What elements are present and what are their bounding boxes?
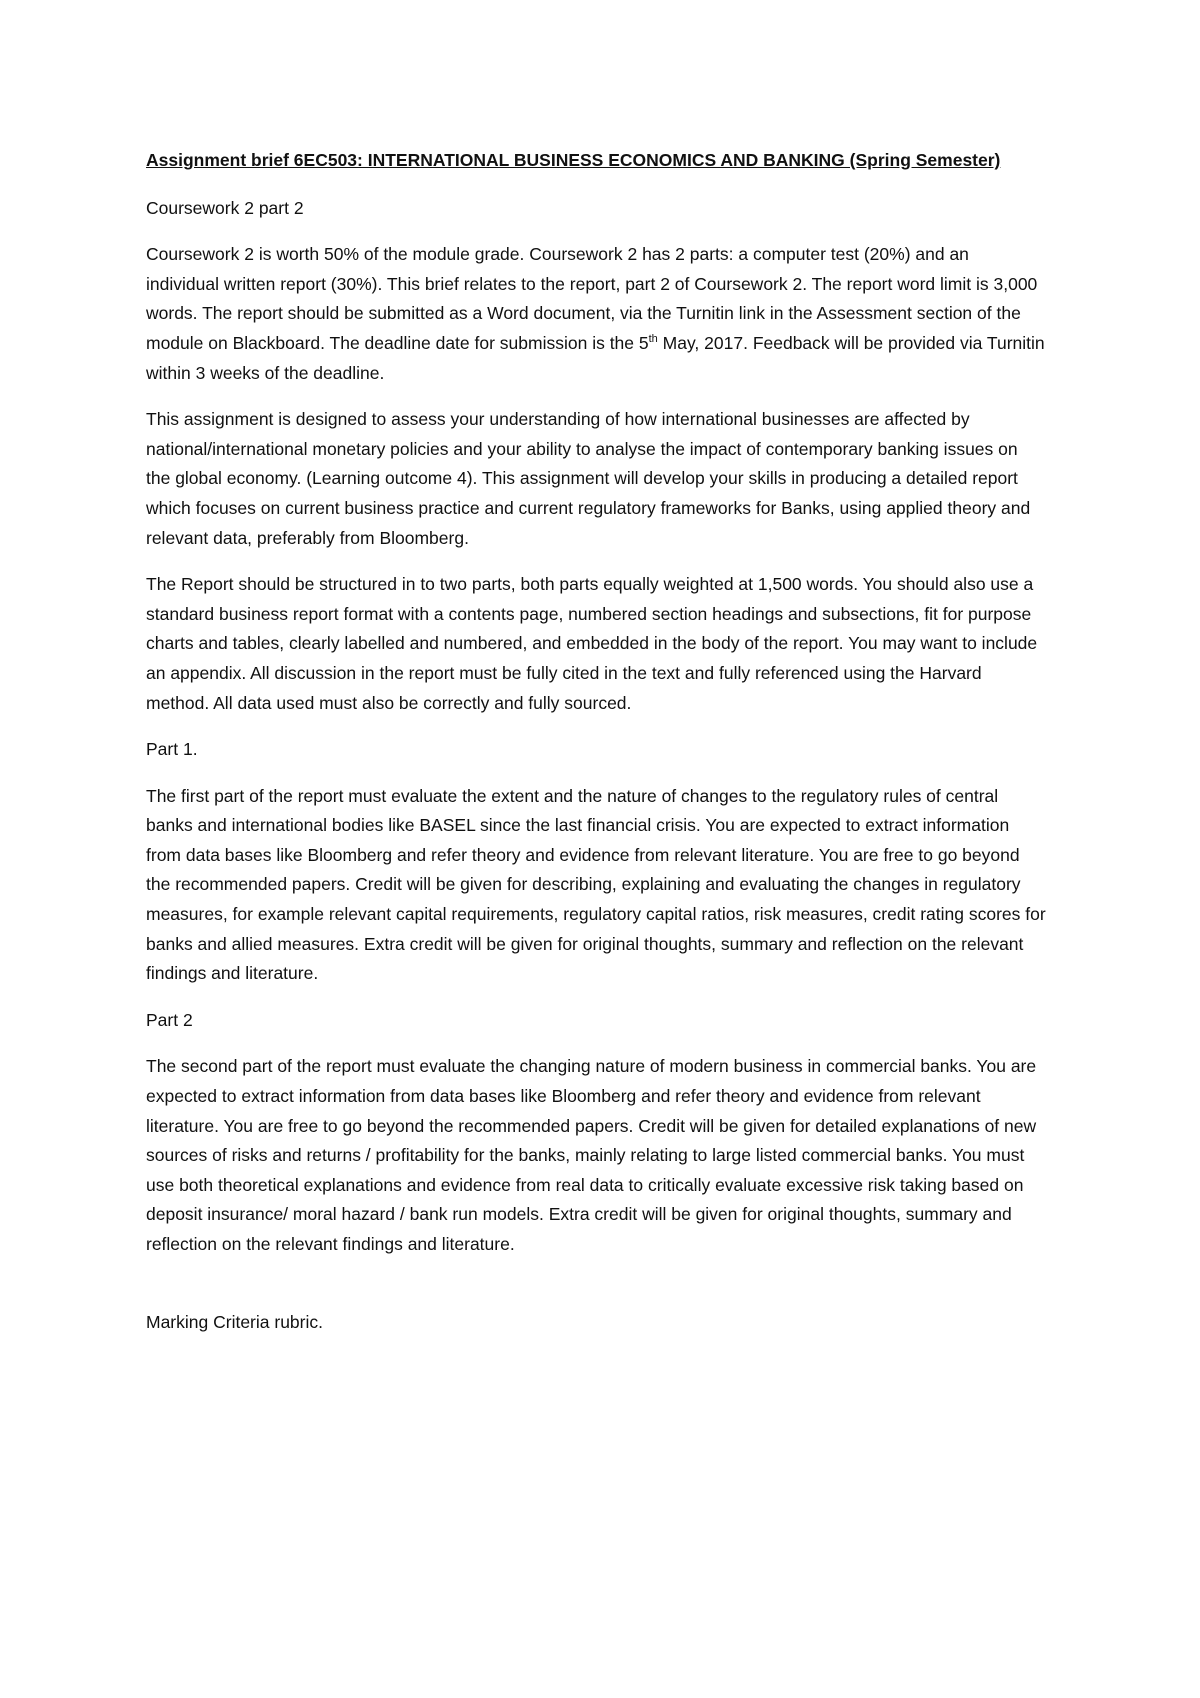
document-title: Assignment brief 6EC503: INTERNATIONAL BUSINESS ECONOMICS AND BANKING (Spring Semester) [146,150,1001,170]
rubric-heading: Marking Criteria rubric. [146,1311,323,1332]
date-ordinal-suffix: th [648,333,658,346]
intro-text-end: May, 2017. Feedback will be provided via Turnitin within 3 weeks of the deadline. [146,332,1045,383]
intro-text-start: Coursework 2 is worth 50% of the module grade. Coursework 2 has 2 parts: a computer test (20%) and an individual written report (30%). This brief relates to the report, part 2 of Coursework 2. The report word limit is 3,000 words. The report should be submitted as a Word document, via the Turnitin link in the Assessment section of the module on Blackboard. The deadline date for submission is the 5 [146,244,1038,353]
structure-paragraph: The Report should be structured in to two parts, both parts equally weighted at 1,500 words. You should also use a standard business report format with a contents page, numbered section headings and subsections, fit for purpose charts and tables, clearly labelled and numbered, and embedded in the body of the report. You may want to include an appendix. All discussion in the report must be fully cited in the text and fully referenced using the Harvard method. All data used must also be correctly and fully sourced. [146,574,1038,713]
intro-paragraph [146,240,1046,388]
part2-heading: Part 2 [146,1009,193,1030]
document-body [146,146,1046,1354]
coursework-subtitle: Coursework 2 part 2 [146,197,304,218]
part2-paragraph: The second part of the report must evaluate the changing nature of modern business in commercial banks. You are expected to extract information from data bases like Bloomberg and refer theory and evidence from relevant literature. You are free to go beyond the recommended papers. Credit will be given for detailed explanations of new sources of risks and returns / profitability for the banks, mainly relating to large listed commercial banks. You must use both theoretical explanations and evidence from real data to critically evaluate excessive risk taking based on deposit insurance/ moral hazard / bank run models. Extra credit will be given for original thoughts, summary and reflection on the relevant findings and literature. [146,1056,1037,1254]
purpose-paragraph: This assignment is designed to assess your understanding of how international businesses are affected by national/international monetary policies and your ability to analyse the impact of contemporary banking issues on the global economy. (Learning outcome 4). This assignment will develop your skills in producing a detailed report which focuses on current business practice and current regulatory frameworks for Banks, using applied theory and relevant data, preferably from Bloomberg. [146,409,1031,548]
part1-heading: Part 1. [146,739,198,760]
part1-paragraph: The first part of the report must evaluate the extent and the nature of changes to the regulatory rules of central banks and international bodies like BASEL since the last financial crisis. You are expected to extract information from data bases like Bloomberg and refer theory and evidence from relevant literature. You are free to go beyond the recommended papers. Credit will be given for describing, explaining and evaluating the changes in regulatory measures, for example relevant capital requirements, regulatory capital ratios, risk measures, credit rating scores for banks and allied measures. Extra credit will be given for original thoughts, summary and reflection on the relevant findings and literature. [146,785,1046,984]
